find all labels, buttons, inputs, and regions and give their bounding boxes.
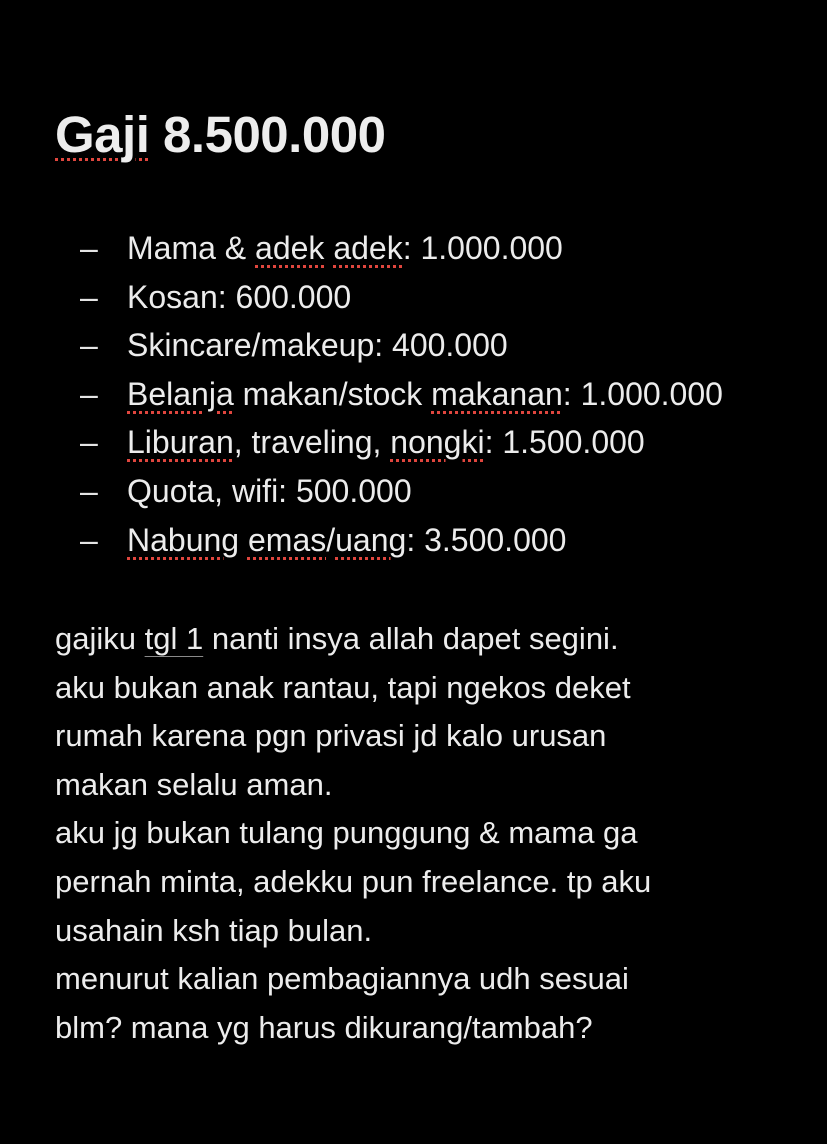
spellcheck-word[interactable]: adek — [255, 230, 325, 266]
list-dash: – — [80, 327, 98, 364]
text-run: Kosan: 600.000 — [127, 278, 352, 315]
list-item-text — [127, 418, 645, 467]
note-paragraph — [55, 615, 651, 1052]
text-run: makan/stock — [233, 375, 432, 412]
paragraph-line: menurut kalian pembagiannya udh sesuai — [55, 961, 629, 997]
spellcheck-word[interactable]: adek — [333, 230, 403, 266]
list-dash: – — [80, 375, 98, 412]
spellcheck-word[interactable]: emas — [247, 521, 327, 558]
list-dash: – — [80, 521, 98, 558]
paragraph-line: blm? mana yg harus dikurang/tambah? — [55, 1009, 593, 1045]
spellcheck-word[interactable]: Liburan — [127, 424, 234, 461]
paragraph-line: makan selalu aman. — [55, 766, 333, 802]
paragraph-line: rumah karena pgn privasi jd kalo urusan — [55, 718, 607, 754]
paragraph-line: usahain ksh tiap bulan. — [55, 912, 373, 948]
text-run: : 3.500.000 — [406, 521, 567, 558]
paragraph-line: aku jg bukan tulang punggung & mama ga — [55, 815, 638, 851]
text-run: / — [326, 521, 336, 558]
spellcheck-word[interactable]: Belanja — [127, 375, 234, 412]
text-run: : 1.000.000 — [562, 375, 723, 412]
text-run — [324, 230, 333, 266]
list-item-text — [127, 467, 412, 516]
list-item-text — [127, 273, 351, 322]
title-amount: 8.500.000 — [149, 106, 386, 163]
list-item-text — [127, 224, 563, 273]
paragraph-line: pernah minta, adekku pun freelance. tp aku — [55, 863, 652, 899]
spellcheck-word[interactable]: Gaji — [55, 106, 150, 163]
list-dash: – — [80, 424, 98, 461]
list-item-text — [127, 370, 723, 419]
text-run: Skincare/makeup: 400.000 — [127, 327, 508, 364]
text-run: gajiku — [55, 621, 145, 656]
list-dash: – — [80, 230, 98, 266]
spellcheck-word[interactable]: Nabung — [127, 521, 240, 558]
paragraph-line — [55, 615, 651, 664]
spellcheck-word[interactable]: makanan — [431, 375, 563, 412]
text-run: , traveling, — [233, 424, 391, 461]
list-item-text — [127, 516, 566, 565]
paragraph-line: aku bukan anak rantau, tapi ngekos deket — [55, 669, 631, 705]
date-link[interactable]: tgl 1 — [144, 621, 204, 656]
text-run: : 1.500.000 — [484, 424, 645, 461]
text-run: Mama & — [127, 230, 256, 266]
list-dash: – — [80, 278, 98, 315]
list-dash: – — [80, 472, 98, 509]
spellcheck-word[interactable]: uang — [335, 521, 407, 558]
text-run: : 1.000.000 — [402, 230, 563, 266]
text-run: Quota, wifi: 500.000 — [127, 472, 412, 509]
list-item-text — [127, 321, 508, 370]
spellcheck-word[interactable]: nongki — [390, 424, 485, 461]
note-title — [55, 103, 385, 167]
text-run: nanti insya allah dapet segini. — [203, 621, 619, 656]
text-run — [239, 522, 248, 558]
